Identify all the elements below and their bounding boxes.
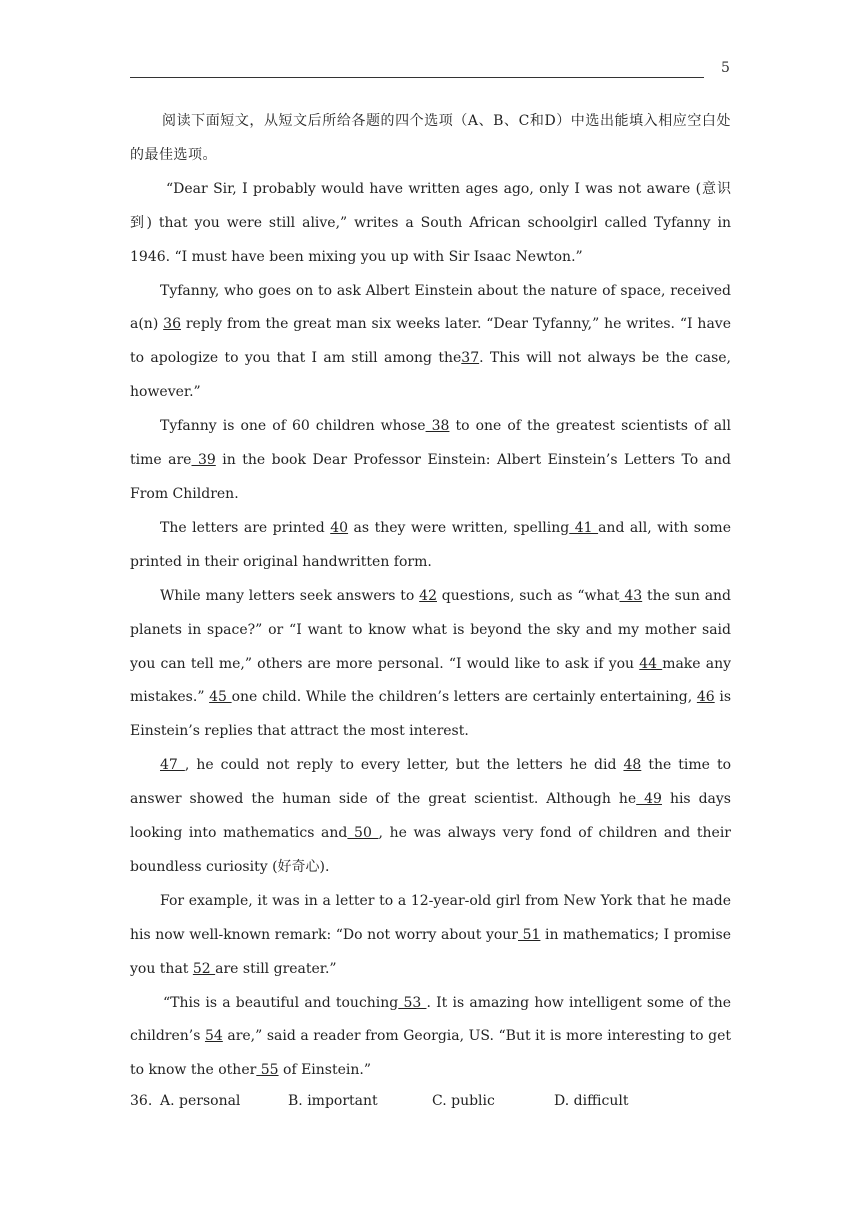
passage-text: in mathematics; I promise you that [130,926,732,977]
passage-text: one child. While the children’s letters are certainly entertaining, [231,689,697,706]
blank-number: 47 [160,757,185,774]
option-a: A. personal [160,1093,241,1109]
passage [130,105,731,1088]
blank-number: 40 [330,519,349,536]
blank-number: 46 [696,689,715,706]
blank-number: 44 [639,655,663,672]
passage-text: , he was always very fond of children and their boundless curiosity (好奇心). [130,825,731,875]
question-number: 36. [130,1093,153,1109]
blank-number: 52 [192,960,216,977]
blank-number: 38 [425,418,450,435]
option-b: B. important [288,1093,378,1109]
passage-text: to one of the greatest scientists of all time are [130,418,732,469]
paragraph [130,885,731,987]
instructions: 阅读下面短文，从短文后所给各题的四个选项（A、B、C和D）中选出能填入相应空白处的最佳选项。 [130,113,731,163]
passage-text: . It is amazing how intelligent some of the children’s [130,994,731,1045]
paragraph [130,275,731,411]
passage-text: questions, such as “what [436,587,620,604]
blank-number: 41 [569,519,599,536]
passage-text: as they were written, spelling [348,519,570,536]
passage-text: the time to answer showed the human side of the great scientist. Although he [130,757,732,808]
blank-number: 39 [191,452,216,469]
passage-text: his days looking into mathematics and [130,791,731,842]
blank-number: 45 [209,689,232,706]
passage-text: reply from the great man six weeks later. “Dear Tyfanny,” he writes. “I have to apologize to you that I am still among the [130,316,731,367]
passage-text: is Einstein’s replies that attract the most interest. [130,689,732,740]
passage-text: For example, it was in a letter to a 12-year-old girl from New York that he made his now well-known remark: “Do not worry about your [130,892,731,943]
blank-number: 50 [347,825,379,842]
blank-number: 48 [623,757,642,774]
passage-text: in the book Dear Professor Einstein: Albert Einstein’s Letters To and From Children. [130,452,732,502]
passage-text: Tyfanny is one of 60 children whose [160,418,426,435]
blank-number: 36 [163,316,181,333]
blank-number: 37 [461,350,480,367]
passage-text: the sun and planets in space?” or “I want to know what is beyond the sky and my mother said you can tell me,” others are more personal. “I would like to ask if you [130,587,732,672]
paragraph [130,410,731,512]
passage-text: make any mistakes.” [130,655,731,706]
paragraph [130,580,731,750]
passage-text: of Einstein.” [278,1062,371,1079]
passage-text: Tyfanny, who goes on to ask Albert Einstein about the nature of space, received a(n) [130,282,731,333]
header-rule [130,77,704,78]
passage-text: The letters are printed [160,519,331,536]
paragraph [130,173,731,275]
paragraph [130,512,731,580]
blank-number: 55 [256,1062,279,1079]
option-c: C. public [432,1093,495,1109]
blank-number: 53 [398,994,427,1011]
blank-number: 43 [619,587,643,604]
paragraph [130,749,731,885]
passage-text: are,” said a reader from Georgia, US. “But it is more interesting to get to know the other [130,1028,731,1079]
passage-text: “Dear Sir, I probably would have written ages ago, only I was not aware (意识到) that you were still alive,” writes a South African schoolgirl called Tyfanny in 1946. “I must have been mixing you up with Sir Isaac Newton.” [130,180,731,265]
passage-paragraphs [130,173,731,1088]
passage-text: , he could not reply to every letter, but the letters he did [184,757,624,774]
page-number: 5 [721,60,730,76]
blank-number: 49 [636,791,662,808]
passage-text: are still greater.” [215,960,337,977]
passage-text: and all, with some printed in their original handwritten form. [130,519,731,570]
passage-text: “This is a beautiful and touching [163,994,399,1011]
option-d: D. difficult [554,1093,629,1109]
passage-text: While many letters seek answers to [160,587,420,604]
blank-number: 54 [204,1028,223,1045]
passage-text: . This will not always be the case, however.” [130,350,731,401]
blank-number: 51 [518,926,541,943]
blank-number: 42 [419,587,437,604]
paragraph [130,987,731,1089]
